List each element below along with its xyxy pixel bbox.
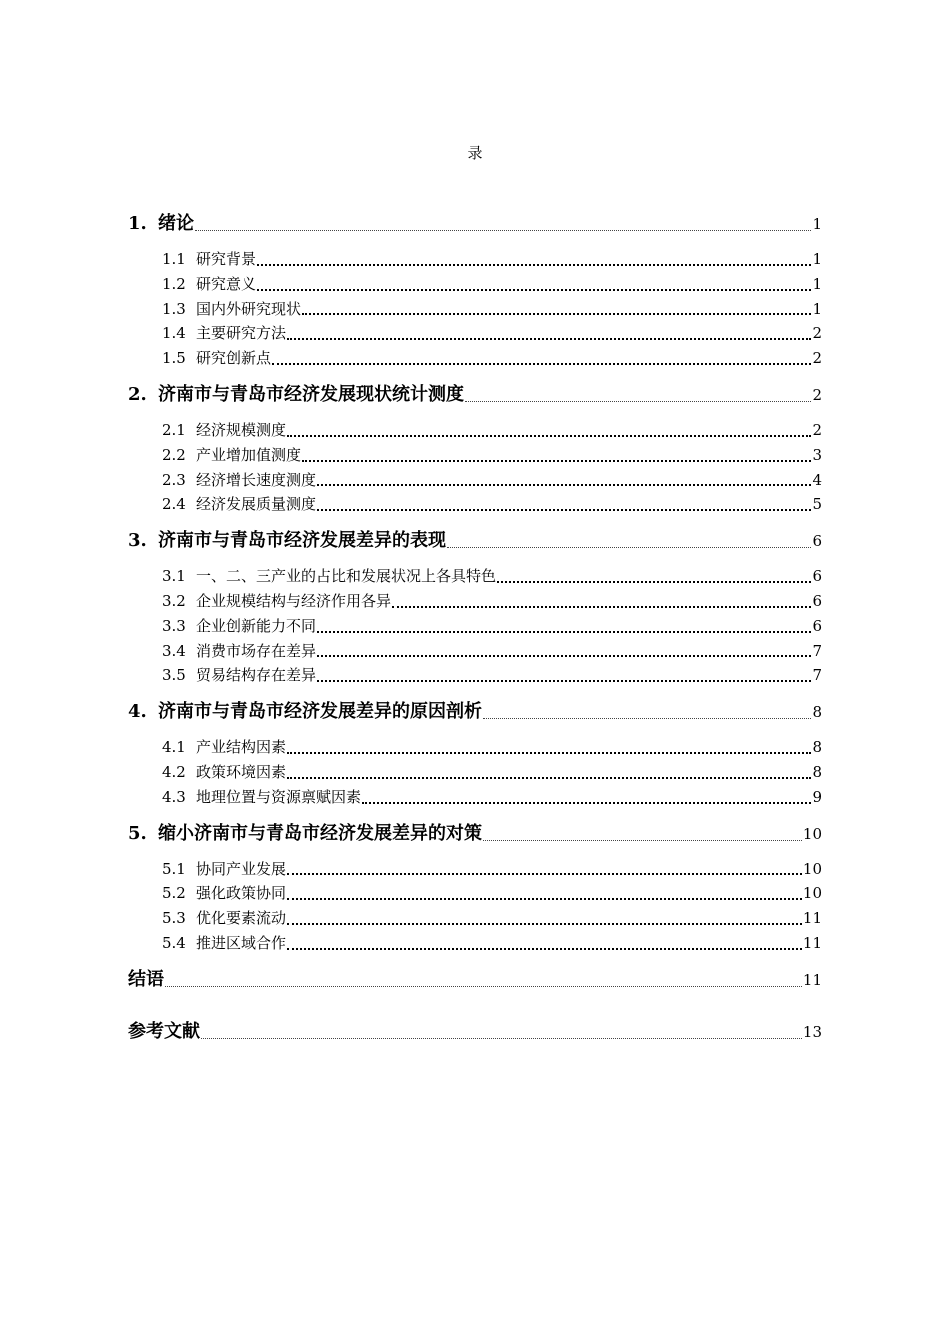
toc-dot-leader	[302, 459, 811, 462]
toc-chapter-block	[128, 210, 822, 371]
toc-entry-title: 研究意义	[196, 274, 257, 293]
toc-section-entry[interactable]	[128, 589, 822, 614]
toc-chapter-block	[128, 698, 822, 809]
toc-entry-label	[162, 247, 256, 272]
toc-page-number: 8	[812, 738, 822, 757]
toc-entry-number: 5.	[128, 822, 147, 844]
toc-dot-leader	[317, 508, 811, 511]
toc-dot-leader	[287, 434, 811, 437]
toc-chapter-entry[interactable]	[128, 527, 822, 555]
toc-dot-leader	[483, 839, 802, 841]
toc-entry-label	[162, 857, 286, 882]
toc-section-list	[128, 564, 822, 688]
toc-section-entry[interactable]	[128, 735, 822, 760]
toc-entry-title: 济南市与青岛市经济发展差异的原因剖析	[158, 701, 482, 723]
toc-dot-leader	[317, 483, 811, 486]
toc-entry-label	[162, 589, 391, 614]
toc-page-number: 2	[812, 324, 822, 343]
toc-section-list	[128, 247, 822, 371]
toc-entry-title: 推进区域合作	[196, 933, 287, 952]
toc-chapter-block	[128, 820, 822, 956]
toc-entry-label	[162, 564, 496, 589]
toc-title: 录	[467, 144, 483, 162]
toc-dot-leader	[287, 337, 811, 340]
toc-section-entry[interactable]	[128, 272, 822, 297]
toc-chapter-block	[128, 381, 822, 517]
toc-section-entry[interactable]	[128, 639, 822, 664]
toc-entry-number: 3.4	[162, 641, 186, 660]
toc-entry-title: 济南市与青岛市经济发展差异的表现	[158, 530, 446, 552]
toc-entry-title: 消费市场存在差异	[196, 641, 317, 660]
toc-entry-label	[128, 527, 446, 555]
toc-entry-label	[162, 418, 286, 443]
toc-section-entry[interactable]	[128, 297, 822, 322]
toc-entry-number: 2.1	[162, 420, 186, 439]
toc-section-list	[128, 857, 822, 956]
toc-entry-title: 经济发展质量测度	[196, 495, 317, 514]
toc-entry-number: 3.	[128, 530, 147, 552]
toc-page-number: 1	[812, 299, 822, 318]
toc-entry-title: 产业增加值测度	[196, 445, 302, 464]
toc-dot-leader	[447, 546, 811, 548]
toc-page-number: 9	[812, 787, 822, 806]
toc-section-entry[interactable]	[128, 906, 822, 931]
toc-entry-title: 贸易结构存在差异	[196, 666, 317, 685]
toc-entry-title: 经济规模测度	[196, 420, 287, 439]
toc-entry-label	[128, 820, 482, 848]
toc-dot-leader	[465, 400, 811, 402]
toc-page-number: 1	[812, 274, 822, 293]
toc-page-number: 1	[812, 215, 822, 233]
toc-entry-title: 绪论	[158, 213, 194, 234]
toc-entry-title: 缩小济南市与青岛市经济发展差异的对策	[158, 822, 482, 844]
toc-entry-label	[162, 881, 286, 906]
toc-page-number: 2	[812, 349, 822, 368]
toc-section-list	[128, 418, 822, 517]
toc-entry-title: 结语	[128, 968, 164, 990]
toc-page-number: 2	[812, 420, 822, 439]
toc-page-number: 11	[802, 909, 822, 928]
toc-section-entry[interactable]	[128, 492, 822, 517]
toc-page-number: 7	[812, 666, 822, 685]
toc-entry-number: 5.2	[162, 884, 186, 903]
toc-entry-title: 协同产业发展	[196, 859, 287, 878]
toc-entry-number: 1.1	[162, 250, 186, 268]
toc-entry-label	[162, 931, 286, 956]
toc-entry-title: 一、二、三产业的占比和发展状况上各具特色	[196, 567, 497, 586]
toc-page-number: 11	[802, 933, 822, 952]
toc-section-entry[interactable]	[128, 857, 822, 882]
toc-entry-number: 4.2	[162, 762, 186, 781]
toc-chapter-entry[interactable]	[128, 698, 822, 726]
toc-page-number: 13	[802, 1022, 822, 1041]
toc-chapter-entry[interactable]	[128, 381, 822, 409]
toc-entry-label	[128, 966, 164, 994]
toc-section-entry[interactable]	[128, 663, 822, 688]
toc-section-entry[interactable]	[128, 564, 822, 589]
toc-entry-label	[162, 614, 316, 639]
toc-entry-title: 政策环境因素	[196, 762, 287, 781]
toc-dot-leader	[392, 605, 811, 608]
toc-section-entry[interactable]	[128, 468, 822, 493]
toc-entry-number: 3.3	[162, 616, 186, 635]
toc-dot-leader	[287, 776, 811, 779]
toc-entry-title: 济南市与青岛市经济发展现状统计测度	[158, 383, 464, 405]
toc-entry-number: 1.2	[162, 274, 186, 293]
toc-dot-leader	[362, 801, 811, 804]
toc-chapter-entry[interactable]	[128, 210, 822, 238]
toc-entry-number: 2.2	[162, 445, 186, 464]
toc-entry-number: 5.1	[162, 859, 186, 878]
toc-entry-label	[128, 210, 194, 238]
toc-entry-number: 4.	[128, 701, 147, 723]
table-of-contents	[128, 210, 822, 1046]
toc-section-entry[interactable]	[128, 785, 822, 810]
toc-entry-label	[162, 321, 286, 346]
toc-dot-leader	[497, 580, 811, 583]
toc-entry-number: 1.3	[162, 299, 186, 318]
toc-section-entry[interactable]	[128, 760, 822, 785]
toc-entry-title: 企业创新能力不同	[196, 616, 317, 635]
toc-page-number: 4	[812, 470, 822, 489]
toc-entry-title: 企业规模结构与经济作用各异	[196, 591, 392, 610]
toc-entry-number: 4.3	[162, 787, 186, 806]
toc-page-number: 6	[812, 591, 822, 610]
toc-section-entry[interactable]	[128, 247, 822, 272]
toc-page-number: 8	[812, 762, 822, 781]
toc-page-number: 10	[802, 824, 822, 843]
toc-entry-label	[162, 735, 286, 760]
toc-dot-leader	[257, 263, 811, 266]
toc-entry-number: 2.4	[162, 495, 186, 514]
toc-entry-title: 研究背景	[196, 250, 257, 268]
toc-entry-number: 3.2	[162, 591, 186, 610]
toc-entry-label	[128, 381, 464, 409]
toc-dot-leader	[317, 654, 811, 657]
toc-entry-title: 经济增长速度测度	[196, 470, 317, 489]
toc-dot-leader	[287, 872, 802, 875]
toc-entry-number: 2.3	[162, 470, 186, 489]
toc-entry-number: 3.5	[162, 666, 186, 685]
toc-entry-label	[162, 272, 256, 297]
toc-dot-leader	[195, 229, 811, 231]
toc-entry-label	[128, 698, 482, 726]
toc-dot-leader	[287, 897, 802, 900]
toc-entry-number: 1.5	[162, 349, 186, 368]
toc-dot-leader	[287, 751, 811, 754]
toc-entry-label	[162, 785, 361, 810]
toc-entry-title: 产业结构因素	[196, 738, 287, 757]
toc-entry-number: 2.	[128, 383, 147, 405]
toc-entry-label	[162, 906, 286, 931]
toc-entry-label	[128, 1018, 200, 1046]
toc-page-number: 11	[802, 970, 822, 989]
toc-page-number: 6	[812, 532, 822, 551]
toc-page-number: 6	[812, 616, 822, 635]
toc-entry-number: 5.3	[162, 909, 186, 928]
toc-conclusion-entry[interactable]	[128, 966, 822, 994]
toc-entry-label	[162, 443, 301, 468]
toc-entry-label	[162, 663, 316, 688]
toc-dot-leader	[483, 717, 811, 719]
toc-entry-title: 参考文献	[128, 1020, 200, 1042]
toc-dot-leader	[287, 947, 802, 950]
toc-entry-title: 主要研究方法	[196, 324, 287, 343]
toc-page-number: 8	[812, 703, 822, 722]
toc-entry-number: 3.1	[162, 567, 186, 586]
toc-chapter-entry[interactable]	[128, 820, 822, 848]
toc-entry-title: 强化政策协同	[196, 884, 287, 903]
toc-entry-number: 1.	[128, 213, 147, 234]
toc-dot-leader	[287, 922, 802, 925]
toc-section-entry[interactable]	[128, 418, 822, 443]
toc-dot-leader	[302, 312, 811, 315]
toc-section-entry[interactable]	[128, 931, 822, 956]
toc-dot-leader	[317, 630, 811, 633]
toc-section-entry[interactable]	[128, 443, 822, 468]
toc-section-entry[interactable]	[128, 614, 822, 639]
toc-chapter-block	[128, 527, 822, 688]
toc-entry-number: 1.4	[162, 324, 186, 343]
toc-entry-label	[162, 468, 316, 493]
toc-entry-label	[162, 639, 316, 664]
toc-entry-number: 4.1	[162, 738, 186, 757]
toc-entry-label	[162, 760, 286, 785]
toc-page-number: 5	[812, 495, 822, 514]
toc-section-entry[interactable]	[128, 346, 822, 371]
toc-page-number: 1	[812, 250, 822, 268]
toc-dot-leader	[165, 985, 802, 987]
toc-entry-title: 地理位置与资源禀赋因素	[196, 787, 362, 806]
toc-entry-label	[162, 297, 301, 322]
toc-page-number: 10	[802, 884, 822, 903]
toc-page-number: 6	[812, 567, 822, 586]
toc-page-number: 2	[812, 385, 822, 404]
toc-entry-title: 国内外研究现状	[196, 299, 302, 318]
toc-section-list	[128, 735, 822, 809]
toc-section-entry[interactable]	[128, 321, 822, 346]
toc-page-number: 10	[802, 859, 822, 878]
toc-entry-label	[162, 346, 271, 371]
toc-page-number: 7	[812, 641, 822, 660]
toc-dot-leader	[257, 288, 811, 291]
toc-dot-leader	[272, 362, 811, 365]
toc-entry-title: 优化要素流动	[196, 909, 287, 928]
toc-page-number: 3	[812, 445, 822, 464]
toc-dot-leader	[201, 1037, 802, 1039]
toc-entry-number: 5.4	[162, 933, 186, 952]
toc-entry-title: 研究创新点	[196, 349, 272, 368]
toc-entry-label	[162, 492, 316, 517]
toc-references-entry[interactable]	[128, 1018, 822, 1046]
toc-section-entry[interactable]	[128, 881, 822, 906]
toc-dot-leader	[317, 679, 811, 682]
